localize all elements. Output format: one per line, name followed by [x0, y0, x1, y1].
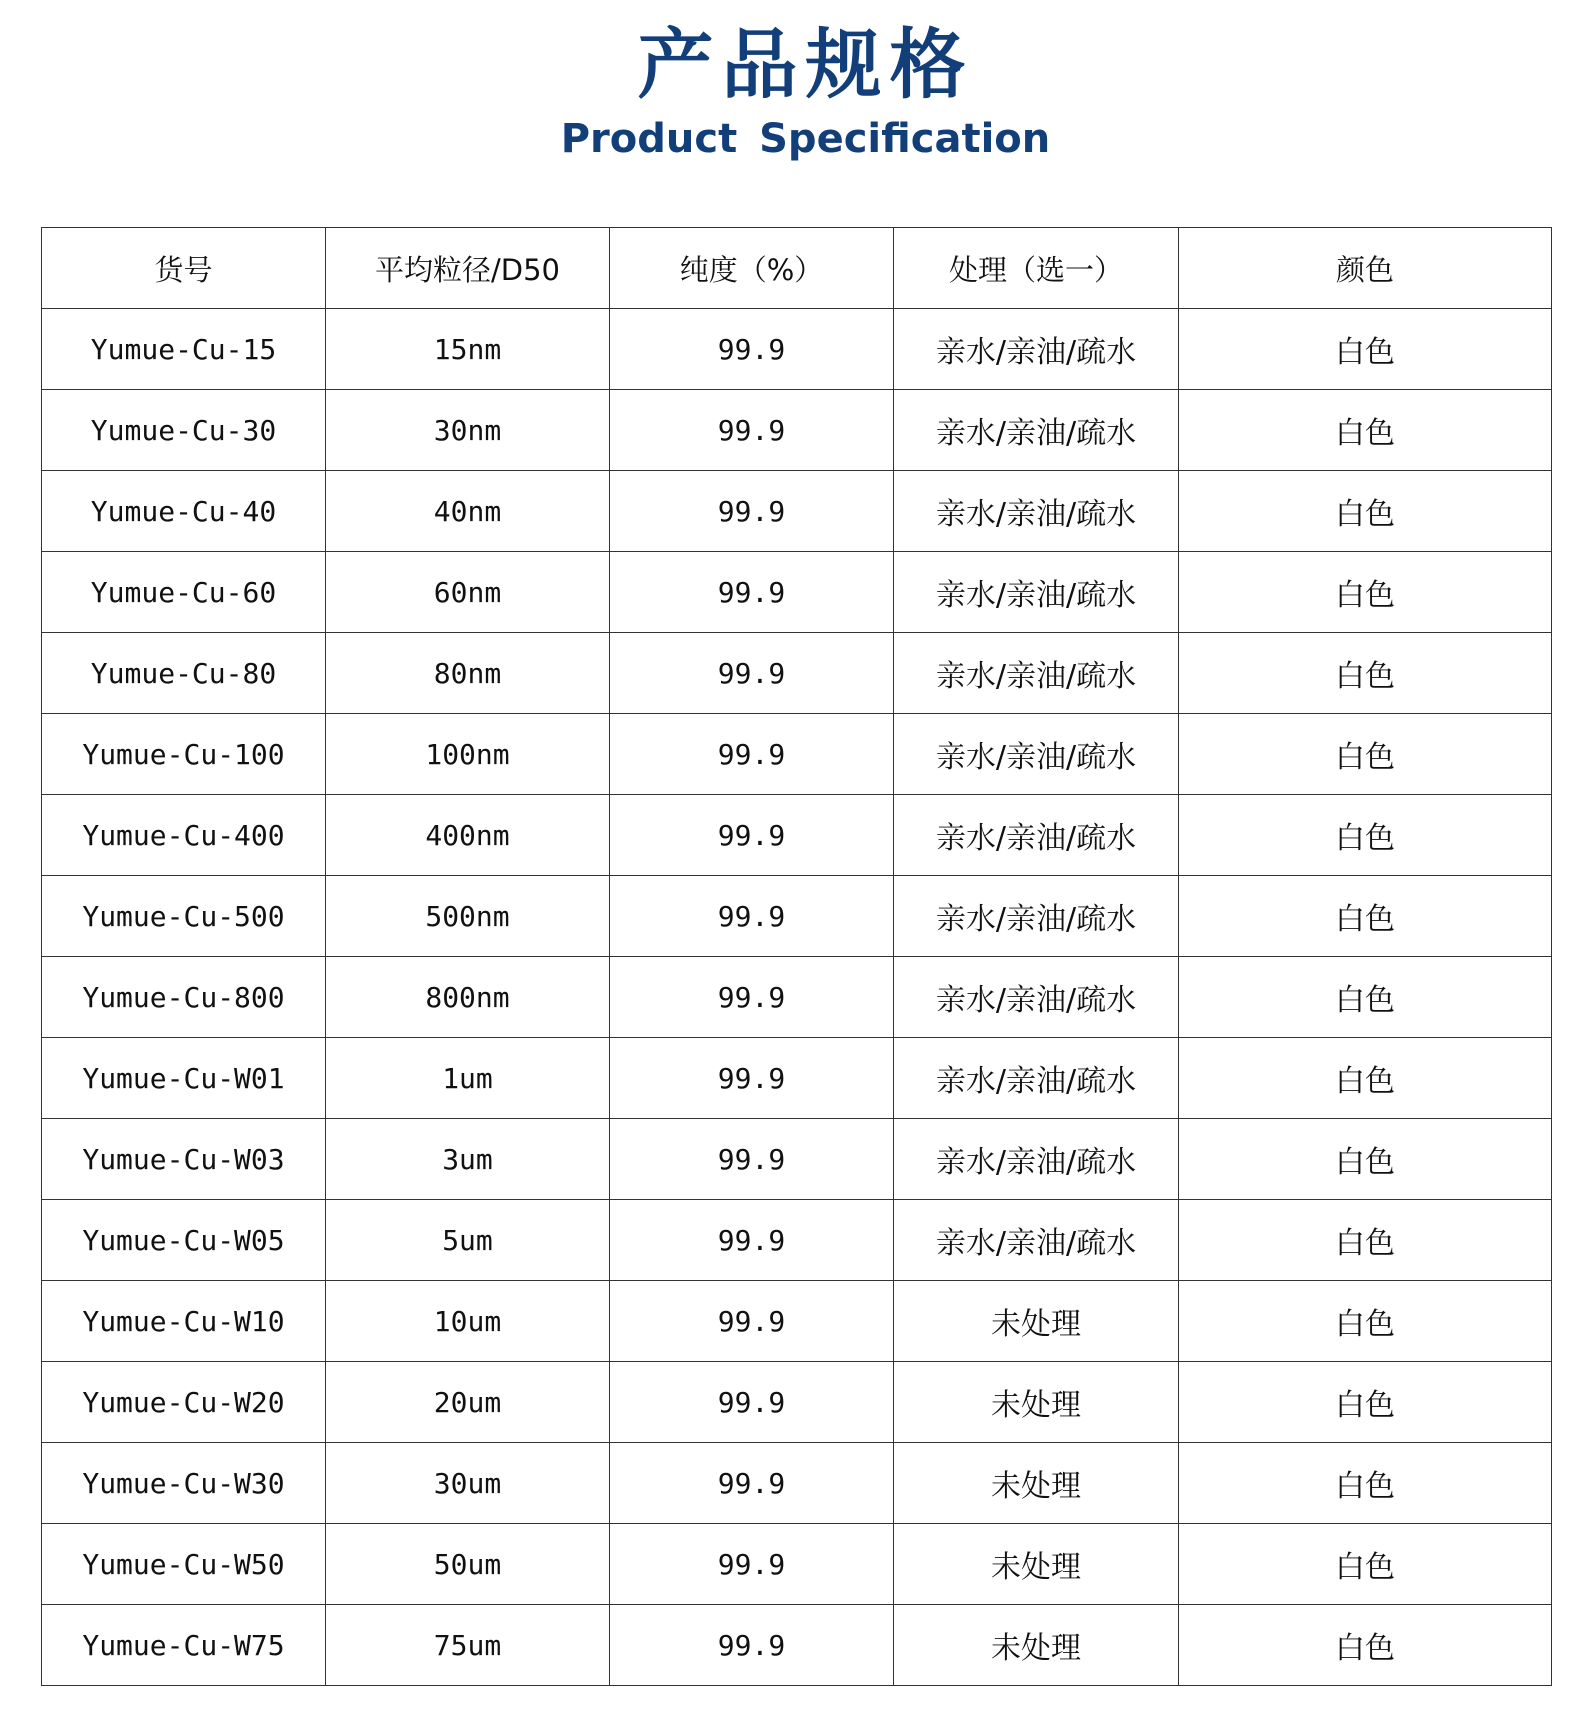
- cell-particle-size: 75um: [326, 1605, 610, 1686]
- cell-purity: 99.9: [610, 1281, 894, 1362]
- table-row: [42, 1524, 1552, 1605]
- cell-color: 白色: [1179, 1281, 1552, 1362]
- table-row: [42, 1362, 1552, 1443]
- cell-item-no: Yumue-Cu-W30: [42, 1443, 326, 1524]
- cell-treatment: 未处理: [894, 1605, 1179, 1686]
- cell-particle-size: 20um: [326, 1362, 610, 1443]
- column-header-treatment: 处理（选一）: [894, 228, 1179, 309]
- cell-purity: 99.9: [610, 1362, 894, 1443]
- table-head: [42, 228, 1552, 309]
- cell-purity: 99.9: [610, 633, 894, 714]
- table-row: [42, 1200, 1552, 1281]
- spec-table: [41, 227, 1552, 1686]
- table-row: [42, 309, 1552, 390]
- cell-color: 白色: [1179, 957, 1552, 1038]
- table-row: [42, 390, 1552, 471]
- cell-item-no: Yumue-Cu-15: [42, 309, 326, 390]
- cell-item-no: Yumue-Cu-60: [42, 552, 326, 633]
- cell-treatment: 亲水/亲油/疏水: [894, 633, 1179, 714]
- cell-purity: 99.9: [610, 471, 894, 552]
- cell-color: 白色: [1179, 552, 1552, 633]
- cell-treatment: 亲水/亲油/疏水: [894, 714, 1179, 795]
- cell-treatment: 亲水/亲油/疏水: [894, 552, 1179, 633]
- cell-item-no: Yumue-Cu-W50: [42, 1524, 326, 1605]
- cell-color: 白色: [1179, 876, 1552, 957]
- cell-item-no: Yumue-Cu-W20: [42, 1362, 326, 1443]
- cell-color: 白色: [1179, 1119, 1552, 1200]
- cell-purity: 99.9: [610, 1524, 894, 1605]
- cell-item-no: Yumue-Cu-W05: [42, 1200, 326, 1281]
- cell-purity: 99.9: [610, 957, 894, 1038]
- cell-particle-size: 30nm: [326, 390, 610, 471]
- cell-color: 白色: [1179, 1605, 1552, 1686]
- cell-treatment: 未处理: [894, 1281, 1179, 1362]
- cell-color: 白色: [1179, 1038, 1552, 1119]
- cell-particle-size: 60nm: [326, 552, 610, 633]
- cell-purity: 99.9: [610, 795, 894, 876]
- cell-item-no: Yumue-Cu-30: [42, 390, 326, 471]
- cell-purity: 99.9: [610, 714, 894, 795]
- cell-item-no: Yumue-Cu-W75: [42, 1605, 326, 1686]
- cell-item-no: Yumue-Cu-100: [42, 714, 326, 795]
- column-header-purity: 纯度（%）: [610, 228, 894, 309]
- table-row: [42, 633, 1552, 714]
- table-row: [42, 1605, 1552, 1686]
- cell-treatment: 未处理: [894, 1443, 1179, 1524]
- cell-purity: 99.9: [610, 1038, 894, 1119]
- cell-treatment: 亲水/亲油/疏水: [894, 957, 1179, 1038]
- cell-particle-size: 100nm: [326, 714, 610, 795]
- cell-purity: 99.9: [610, 876, 894, 957]
- cell-treatment: 亲水/亲油/疏水: [894, 795, 1179, 876]
- cell-particle-size: 40nm: [326, 471, 610, 552]
- cell-item-no: Yumue-Cu-W01: [42, 1038, 326, 1119]
- cell-purity: 99.9: [610, 309, 894, 390]
- cell-color: 白色: [1179, 390, 1552, 471]
- cell-treatment: 亲水/亲油/疏水: [894, 309, 1179, 390]
- table-body: [42, 309, 1552, 1686]
- cell-item-no: Yumue-Cu-400: [42, 795, 326, 876]
- cell-color: 白色: [1179, 1362, 1552, 1443]
- cell-item-no: Yumue-Cu-80: [42, 633, 326, 714]
- cell-treatment: 未处理: [894, 1362, 1179, 1443]
- column-header-color: 颜色: [1179, 228, 1552, 309]
- cell-particle-size: 15nm: [326, 309, 610, 390]
- table-row: [42, 714, 1552, 795]
- cell-item-no: Yumue-Cu-40: [42, 471, 326, 552]
- cell-color: 白色: [1179, 1443, 1552, 1524]
- cell-item-no: Yumue-Cu-W10: [42, 1281, 326, 1362]
- cell-item-no: Yumue-Cu-500: [42, 876, 326, 957]
- cell-particle-size: 30um: [326, 1443, 610, 1524]
- column-header-item-no: 货号: [42, 228, 326, 309]
- cell-particle-size: 5um: [326, 1200, 610, 1281]
- cell-treatment: 亲水/亲油/疏水: [894, 471, 1179, 552]
- table-row: [42, 1119, 1552, 1200]
- cell-treatment: 亲水/亲油/疏水: [894, 1038, 1179, 1119]
- cell-color: 白色: [1179, 309, 1552, 390]
- cell-treatment: 未处理: [894, 1524, 1179, 1605]
- cell-purity: 99.9: [610, 1200, 894, 1281]
- cell-particle-size: 1um: [326, 1038, 610, 1119]
- cell-treatment: 亲水/亲油/疏水: [894, 390, 1179, 471]
- cell-color: 白色: [1179, 714, 1552, 795]
- table-row: [42, 471, 1552, 552]
- cell-color: 白色: [1179, 633, 1552, 714]
- cell-particle-size: 80nm: [326, 633, 610, 714]
- page-title: 产品规格: [637, 20, 974, 109]
- cell-color: 白色: [1179, 795, 1552, 876]
- table-row: [42, 1038, 1552, 1119]
- cell-item-no: Yumue-Cu-800: [42, 957, 326, 1038]
- table-row: [42, 876, 1552, 957]
- table-row: [42, 1443, 1552, 1524]
- column-header-particle-size: 平均粒径/D50: [326, 228, 610, 309]
- cell-treatment: 亲水/亲油/疏水: [894, 1200, 1179, 1281]
- cell-particle-size: 500nm: [326, 876, 610, 957]
- cell-purity: 99.9: [610, 1119, 894, 1200]
- header-row: [42, 228, 1552, 309]
- cell-particle-size: 3um: [326, 1119, 610, 1200]
- cell-treatment: 亲水/亲油/疏水: [894, 1119, 1179, 1200]
- cell-color: 白色: [1179, 1200, 1552, 1281]
- cell-purity: 99.9: [610, 1443, 894, 1524]
- cell-particle-size: 400nm: [326, 795, 610, 876]
- cell-item-no: Yumue-Cu-W03: [42, 1119, 326, 1200]
- cell-treatment: 亲水/亲油/疏水: [894, 876, 1179, 957]
- cell-color: 白色: [1179, 1524, 1552, 1605]
- table-row: [42, 957, 1552, 1038]
- cell-particle-size: 50um: [326, 1524, 610, 1605]
- table-row: [42, 1281, 1552, 1362]
- cell-particle-size: 800nm: [326, 957, 610, 1038]
- cell-purity: 99.9: [610, 390, 894, 471]
- table-row: [42, 795, 1552, 876]
- page-subtitle: Product Specification: [560, 116, 1051, 162]
- cell-color: 白色: [1179, 471, 1552, 552]
- cell-particle-size: 10um: [326, 1281, 610, 1362]
- table-row: [42, 552, 1552, 633]
- cell-purity: 99.9: [610, 552, 894, 633]
- page-header: [0, 20, 1587, 162]
- cell-purity: 99.9: [610, 1605, 894, 1686]
